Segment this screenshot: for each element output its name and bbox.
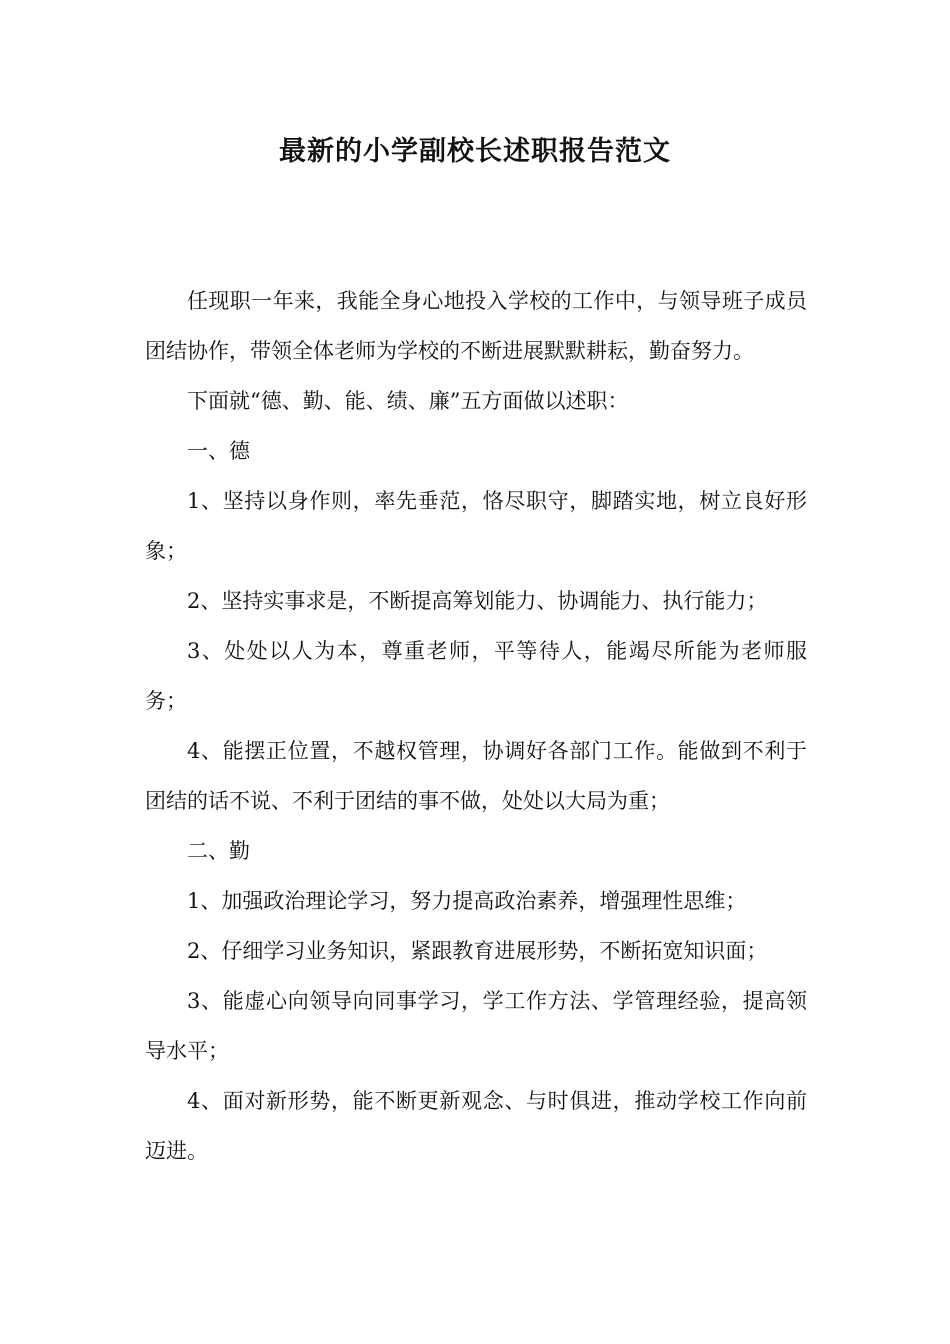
list-item: 4、面对新形势，能不断更新观念、与时俱进，推动学校工作向前迈进。: [145, 1089, 807, 1163]
list-item: 4、能摆正位置，不越权管理，协调好各部门工作。能做到不利于团结的话不说、不利于团结的事不做，处处以大局为重；: [145, 739, 807, 813]
section-heading-qin: 二、勤: [187, 839, 250, 863]
section-heading-de: 一、德: [187, 439, 250, 463]
paragraph-outline: 下面就“德、勤、能、绩、廉”五方面做以述职：: [187, 389, 629, 413]
paragraph-intro: 任现职一年来，我能全身心地投入学校的工作中，与领导班子成员团结协作，带领全体老师为学校的不断进展默默耕耘，勤奋努力。: [145, 289, 807, 363]
page-title: 最新的小学副校长述职报告范文: [279, 136, 671, 167]
list-item: 1、加强政治理论学习，努力提高政治素养，增强理性思维；: [187, 889, 747, 913]
list-item: 3、处处以人为本，尊重老师，平等待人，能竭尽所能为老师服务；: [145, 639, 807, 713]
document-body: [145, 276, 807, 1176]
list-item: 2、坚持实事求是，不断提高筹划能力、协调能力、执行能力；: [187, 589, 768, 613]
list-item: 3、能虚心向领导向同事学习，学工作方法、学管理经验，提高领导水平；: [145, 989, 807, 1063]
list-item: 1、坚持以身作则，率先垂范，恪尽职守，脚踏实地，树立良好形象；: [145, 489, 807, 563]
list-item: 2、仔细学习业务知识，紧跟教育进展形势，不断拓宽知识面；: [187, 939, 768, 963]
